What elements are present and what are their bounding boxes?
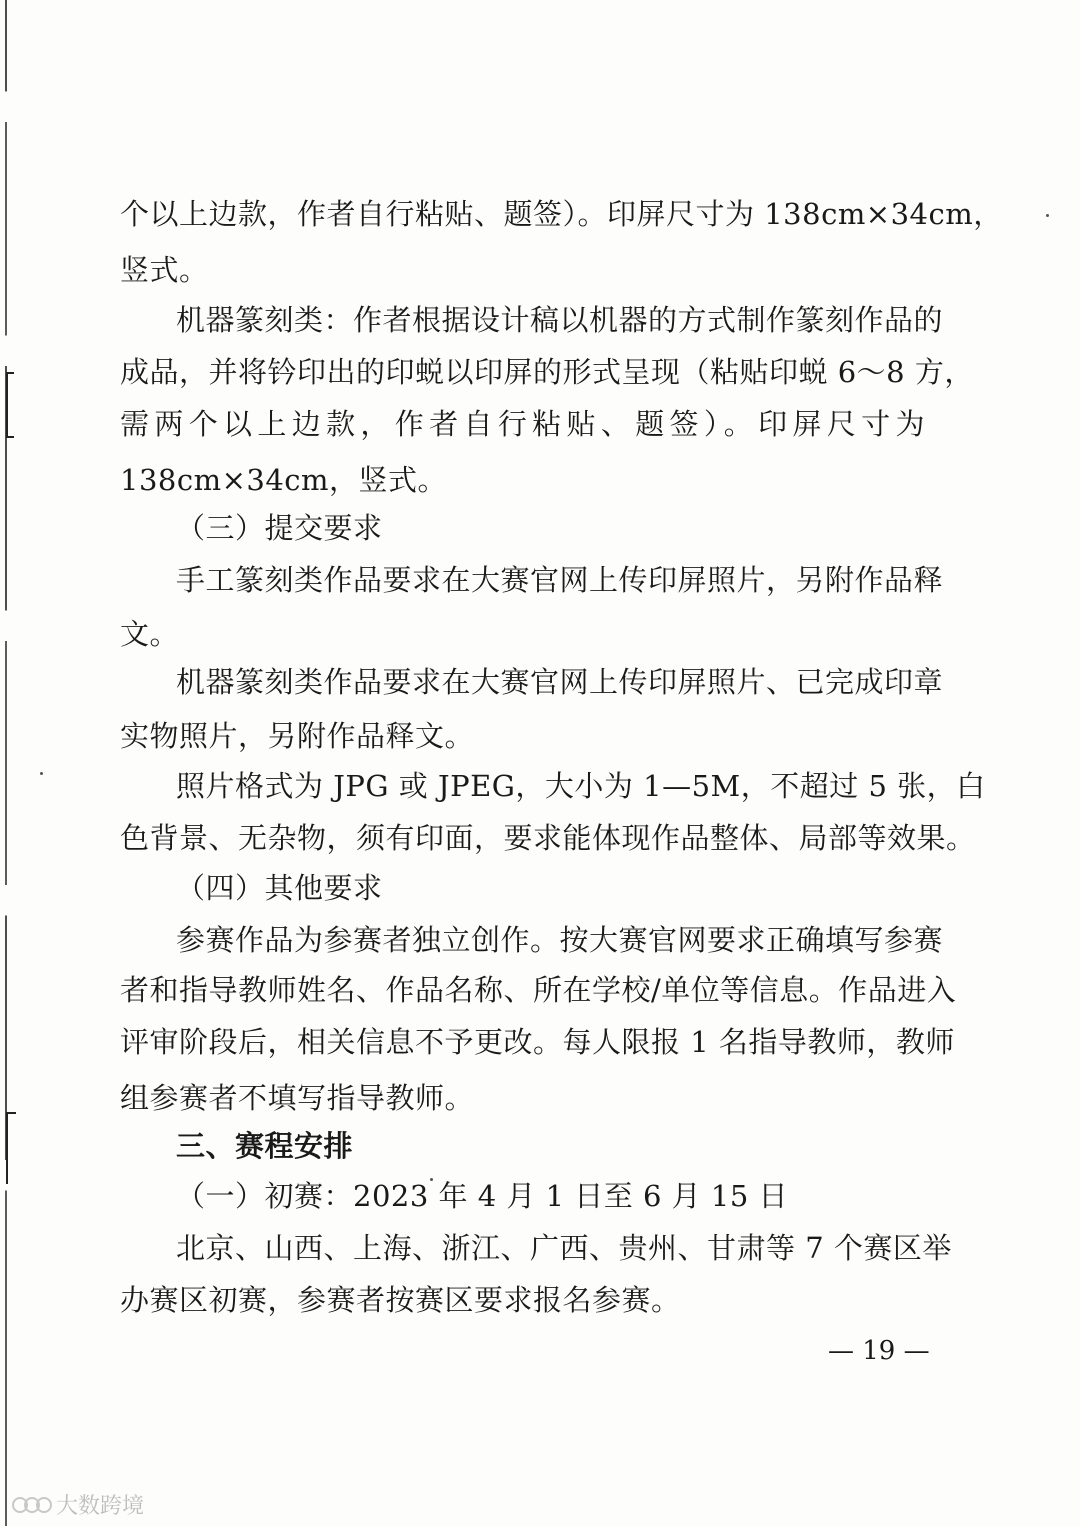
chapter-heading: 三、赛程安排 [176, 1129, 354, 1163]
scan-speck [40, 772, 43, 775]
text-line: 机器篆刻类：作者根据设计稿以机器的方式制作篆刻作品的 [176, 303, 944, 337]
text-line: 竖式。 [120, 253, 209, 287]
scan-speck [1046, 214, 1049, 217]
text-line: 成品，并将钤印出的印蜕以印屏的形式呈现（粘贴印蜕 6～8 方， [120, 355, 974, 389]
text-line: 组参赛者不填写指导教师。 [120, 1081, 475, 1115]
text-line: 照片格式为 JPG 或 JPEG，大小为 1—5M，不超过 5 张，白 [176, 769, 986, 803]
page-number: — 19 — [828, 1336, 930, 1366]
text-line: 机器篆刻类作品要求在大赛官网上传印屏照片、已完成印章 [176, 665, 944, 699]
watermark-logo-icon [12, 1493, 50, 1515]
text-line: 个以上边款，作者自行粘贴、题签）。印屏尺寸为 138cm×34cm， [120, 197, 1003, 231]
text-line: 者和指导教师姓名、作品名称、所在学校/单位等信息。作品进入 [120, 973, 957, 1007]
watermark-text: 大数跨境 [56, 1493, 145, 1519]
watermark [12, 1490, 144, 1518]
text-line: 138cm×34cm，竖式。 [120, 463, 448, 497]
text-line: 需两个以上边款，作者自行粘贴、题签）。印屏尺寸为 [120, 407, 925, 441]
text-line: 文。 [120, 617, 180, 651]
text-line: 办赛区初赛，参赛者按赛区要求报名参赛。 [120, 1283, 681, 1317]
text-line: 参赛作品为参赛者独立创作。按大赛官网要求正确填写参赛 [176, 923, 944, 957]
text-line: 北京、山西、上海、浙江、广西、贵州、甘肃等 7 个赛区举 [176, 1231, 952, 1265]
text-line: 手工篆刻类作品要求在大赛官网上传印屏照片，另附作品释 [176, 563, 944, 597]
scan-edge-artifact [5, 0, 7, 1526]
binding-mark [6, 372, 14, 438]
section-heading: （三）提交要求 [176, 511, 383, 545]
binding-mark [6, 1112, 16, 1184]
text-line: 实物照片，另附作品释文。 [120, 719, 475, 753]
section-heading: （一）初赛：2023 年 4 月 1 日至 6 月 15 日 [176, 1179, 789, 1213]
section-heading: （四）其他要求 [176, 871, 383, 905]
text-line: 色背景、无杂物，须有印面，要求能体现作品整体、局部等效果。 [120, 821, 976, 855]
text-line: 评审阶段后，相关信息不予更改。每人限报 1 名指导教师，教师 [120, 1025, 955, 1059]
